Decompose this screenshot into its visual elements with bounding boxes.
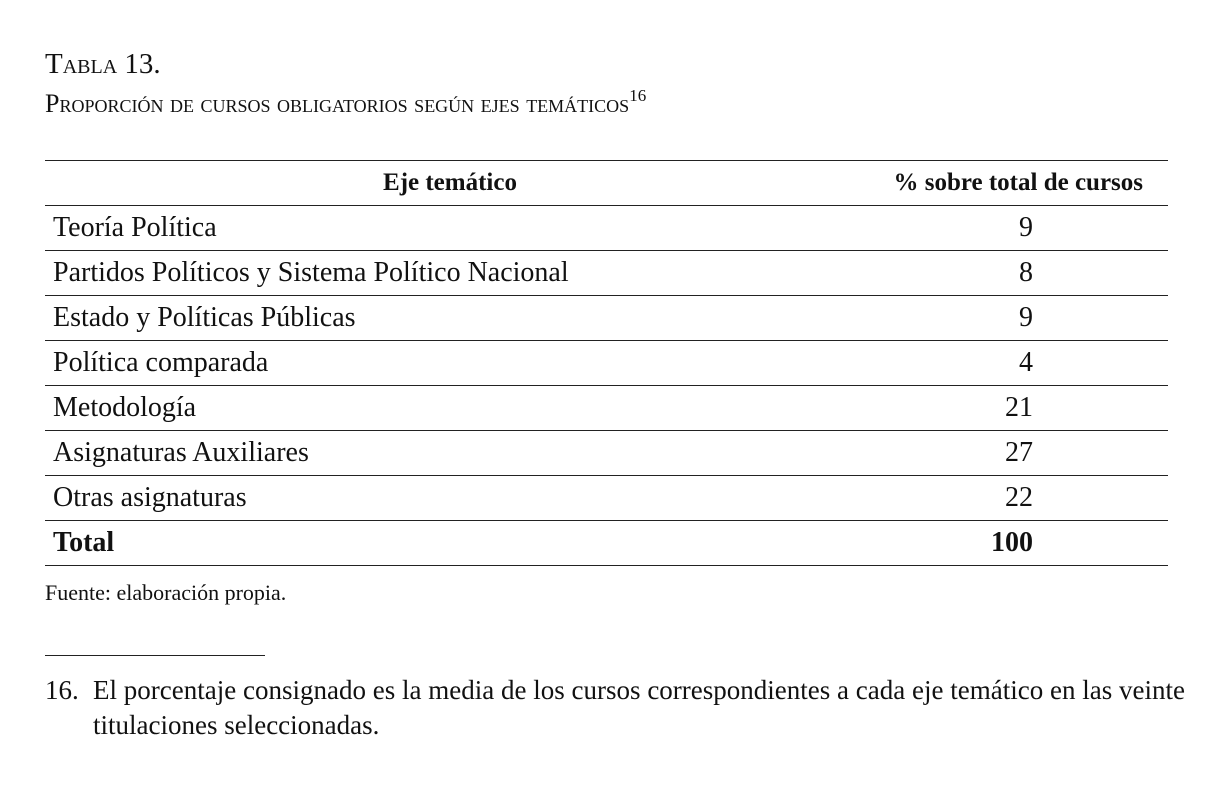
row-value: 8	[855, 251, 1168, 296]
row-value: 9	[855, 206, 1168, 251]
table-title-text: Proporción de cursos obligatorios según ejes temáticos	[45, 89, 630, 118]
row-value: 4	[855, 341, 1168, 386]
row-value: 27	[855, 431, 1168, 476]
table-row	[45, 251, 1168, 296]
row-value: 21	[855, 386, 1168, 431]
row-name: Teoría Política	[45, 206, 855, 251]
row-name: Partidos Políticos y Sistema Político Nacional	[45, 251, 855, 296]
table-row	[45, 206, 1168, 251]
table-source-note: Fuente: elaboración propia.	[45, 580, 287, 605]
table-number: Tabla 13.	[45, 48, 161, 80]
row-name: Metodología	[45, 386, 855, 431]
row-name: Asignaturas Auxiliares	[45, 431, 855, 476]
table-row	[45, 341, 1168, 386]
table-row	[45, 296, 1168, 341]
table-header-row	[45, 161, 1168, 206]
total-label: Total	[45, 521, 855, 566]
footnote-divider	[45, 655, 265, 656]
row-name: Política comparada	[45, 341, 855, 386]
footnote-text: El porcentaje consignado es la media de los cursos correspondientes a cada eje temático en las veinte titulaciones seleccionadas.	[93, 675, 1185, 740]
courses-table	[45, 160, 1168, 566]
table-title	[45, 84, 646, 124]
footnote	[45, 673, 1185, 743]
table-total-row	[45, 521, 1168, 566]
total-value: 100	[855, 521, 1168, 566]
row-value: 9	[855, 296, 1168, 341]
row-value: 22	[855, 476, 1168, 521]
row-name: Estado y Políticas Públicas	[45, 296, 855, 341]
header-percentage: % sobre total de cursos	[855, 161, 1168, 206]
footnote-reference[interactable]: 16	[629, 86, 647, 105]
footnote-number: 16.	[45, 675, 79, 705]
row-name: Otras asignaturas	[45, 476, 855, 521]
table-row	[45, 431, 1168, 476]
table-row	[45, 476, 1168, 521]
header-axis: Eje temático	[45, 161, 855, 206]
table-row	[45, 386, 1168, 431]
